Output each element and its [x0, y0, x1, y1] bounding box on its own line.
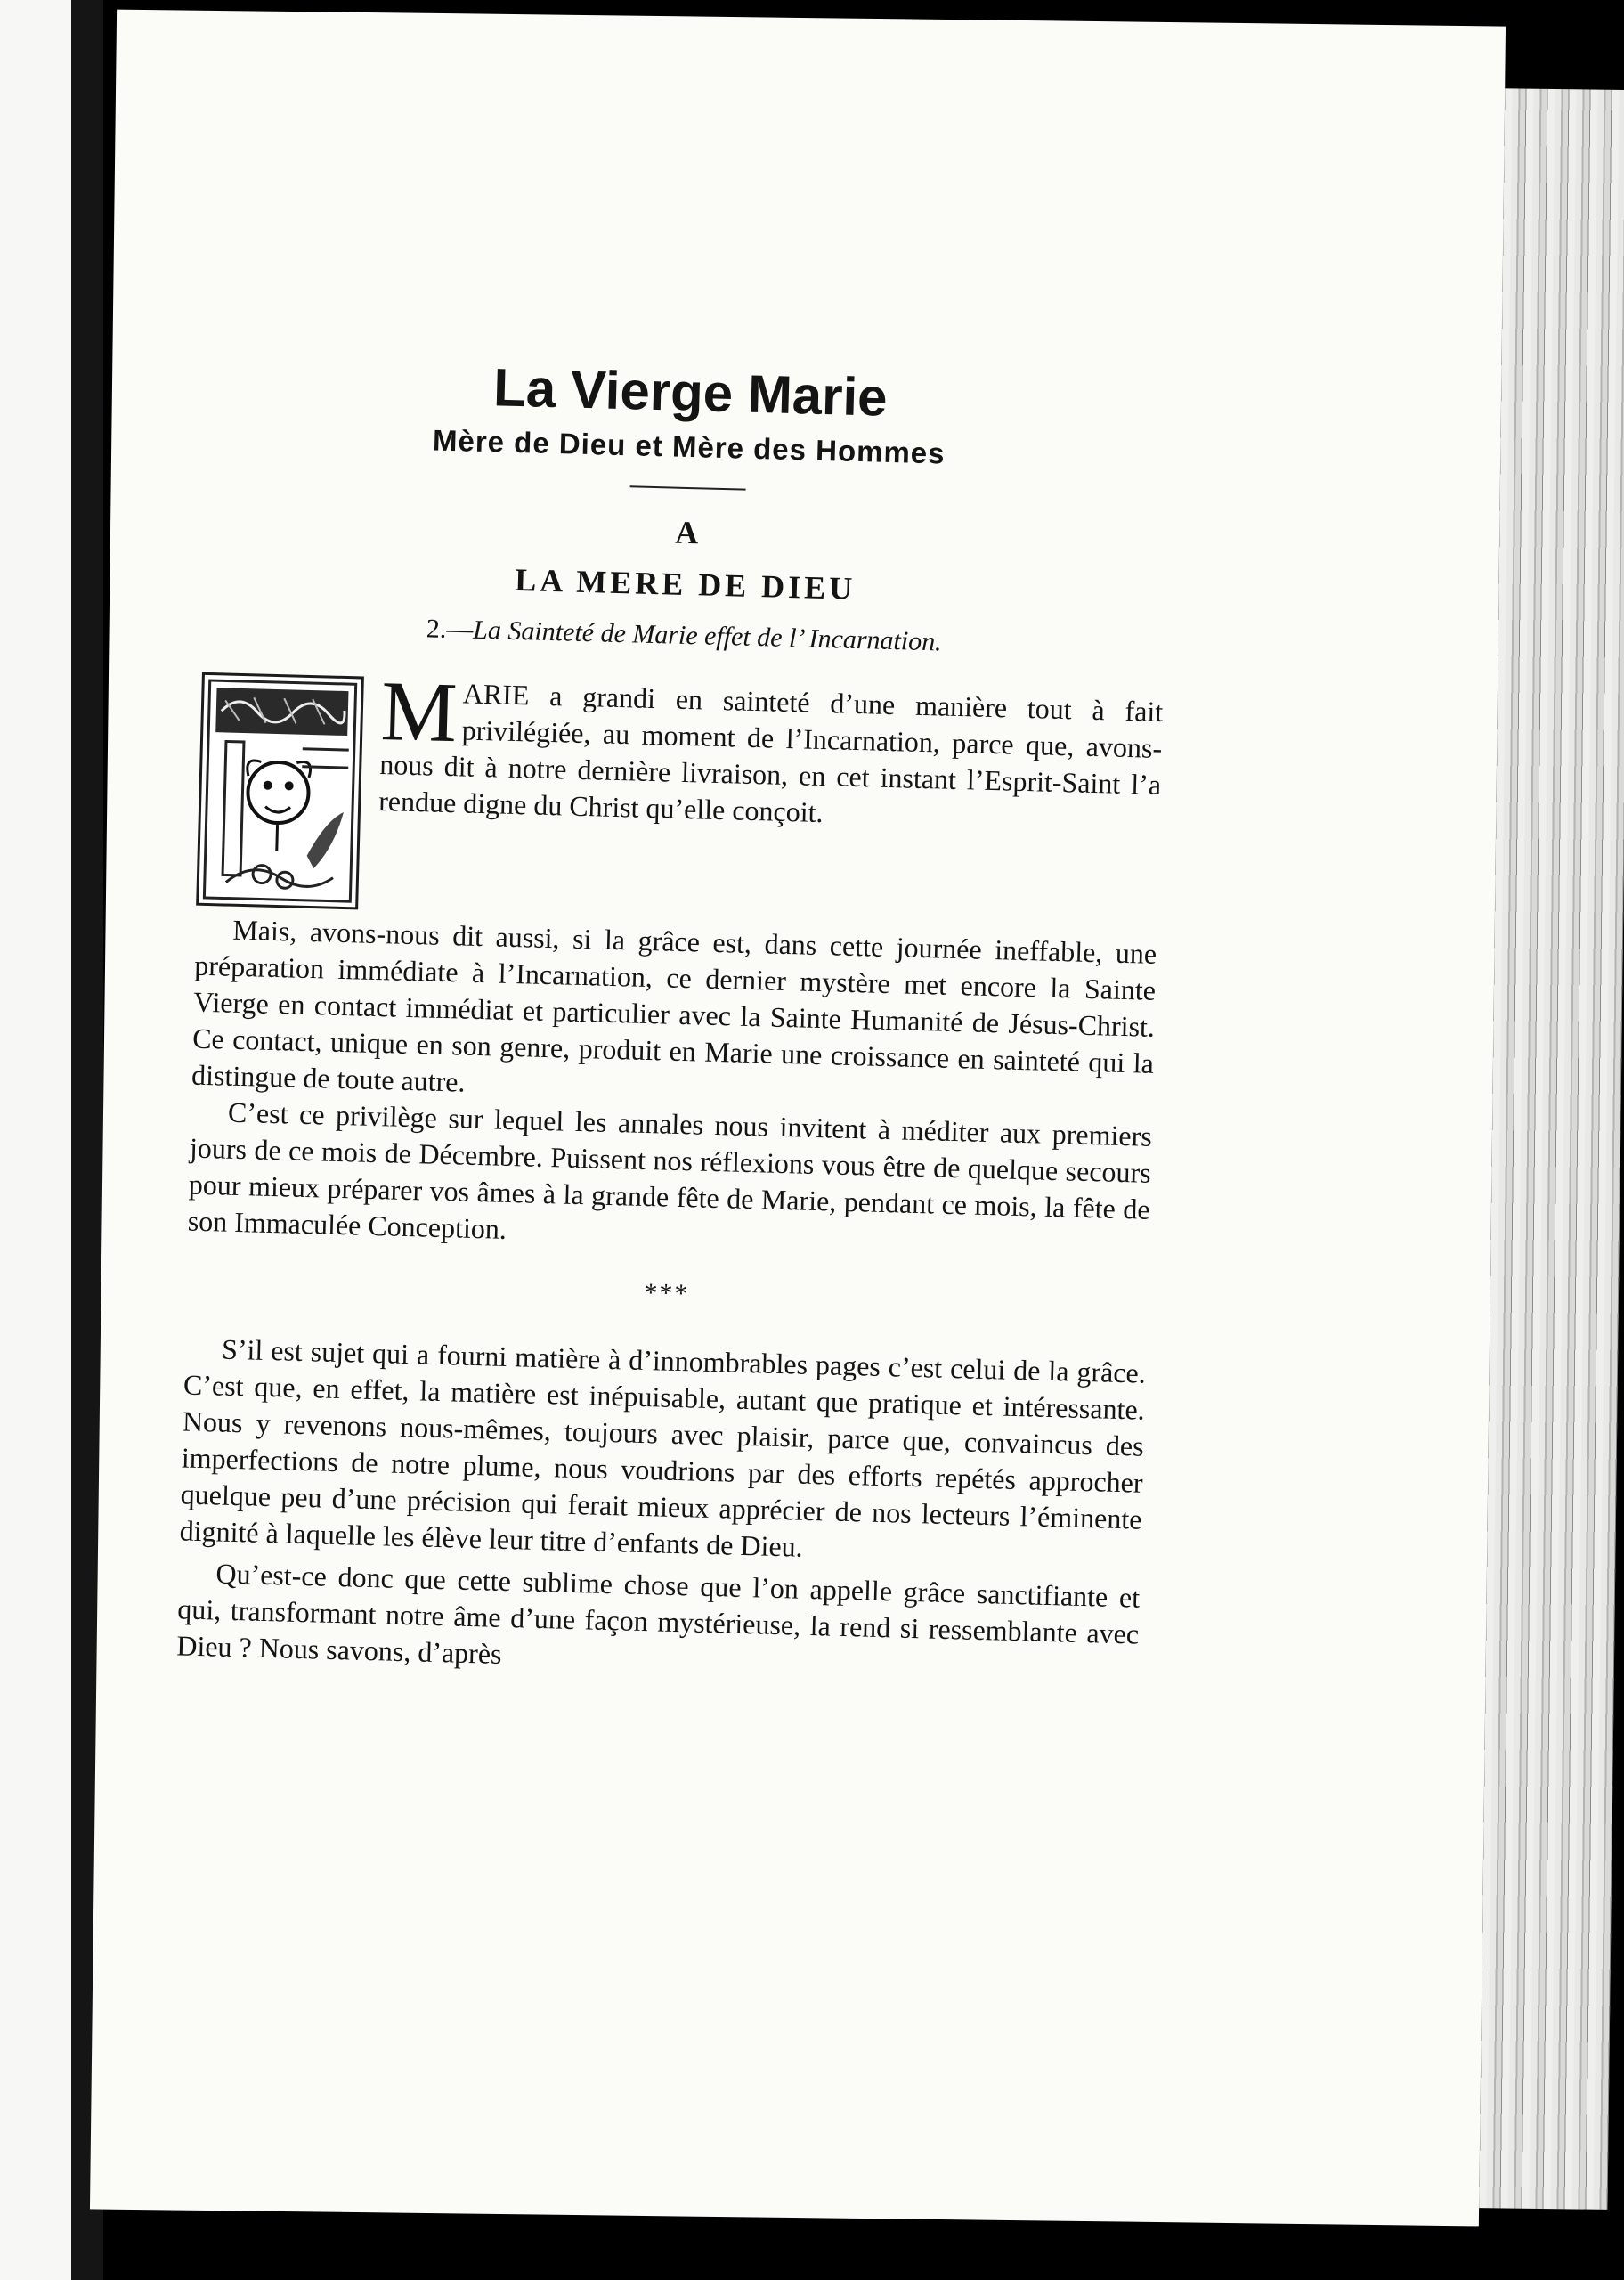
ornamental-lion-icon	[196, 672, 364, 910]
paragraph-2: Mais, avons-nous dit aussi, si la grâce est, dans cette journée ineffable, une préparation immédiate à l’Incarnation, ce dernier mystère met encore la Sainte Vierge en contact immédiat et particulier avec la Sainte Humanité de Jésus-Christ. Ce contact, unique en son genre, produit en Marie une croissance en sainteté qui la distingue de toute autre.	[191, 913, 1157, 1098]
book-page	[90, 10, 1506, 2227]
page-title: La Vierge Marie	[492, 357, 889, 428]
chapter-title: La Sainteté de Marie effet de l’ Incarnation.	[472, 615, 943, 657]
paragraph-4: S’il est sujet qui a fourni matière à d’innombrables pages c’est celui de la grâce. C’est que, en effet, la matière est inépuisable, autant que pratique et intéressante. Nous y revenons nous-mêmes, toujours avec plaisir, parce que, convaincus des imperfections de notre plume, nous voudrions par des efforts repétés approcher quelque peu d’une précision qui ferait mieux apprécier de nos lecteurs l’éminente dignité à laquelle les élève leur titre d’enfants de Dieu.	[179, 1332, 1147, 1563]
opening-paragraph	[196, 663, 1164, 936]
section-letter: A	[674, 514, 699, 551]
section-separator: ***	[643, 1277, 690, 1309]
left-page-edge	[0, 0, 80, 2280]
chapter-number: 2.—	[426, 614, 474, 645]
dropcap-letter: M	[379, 663, 459, 761]
chapter-heading	[203, 608, 1165, 664]
page-subtitle: Mère de Dieu et Mère des Hommes	[432, 423, 946, 470]
opening-text: ARIE a grandi en sainteté d’une manière tout à fait privilégiée, au moment de l’Incarnation, parce que, avons-nous dit à notre dernière livraison, en cet instant l’Esprit-Saint l’a rendue digne du Christ qu’elle conçoit.	[378, 677, 1164, 829]
paragraph-5: Qu’est-ce donc que cette sublime chose que l’on appelle grâce sanctifiante et qui, transformant notre âme d’une façon mystérieuse, la rend si ressemblante avec Dieu ? Nous savons, d’après	[175, 1557, 1141, 1670]
title-rule	[630, 485, 746, 490]
paragraph-3: C’est ce privilège sur lequel les annales nous invitent à méditer aux premiers jours de ce mois de Décembre. Puissent nos réflexions vous être de quelque secours pour mieux préparer vos âmes à la grande fête de Marie, pendant ce mois, la fête de son Immaculée Conception.	[187, 1095, 1153, 1245]
section-title: LA MERE DE DIEU	[514, 561, 857, 607]
page-content	[176, 349, 1172, 1690]
